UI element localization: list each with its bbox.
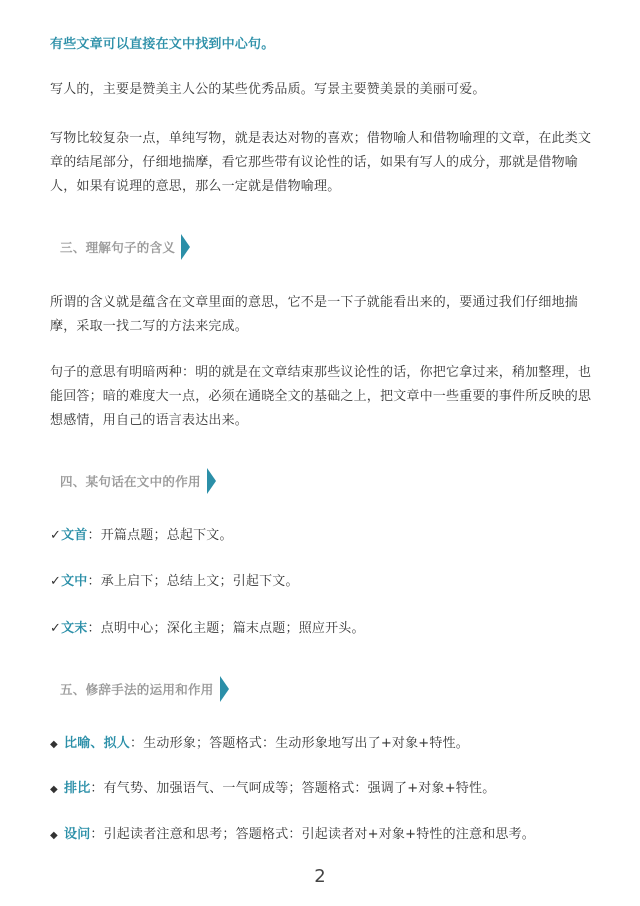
diamond-bullet-icon: ◆ [50, 830, 58, 841]
section-heading-4 [50, 466, 216, 496]
list-item: ✓文中：承上启下；总结上文；引起下文。 [50, 574, 299, 589]
paragraph-4: 句子的意思有明暗两种：明的就是在文章结束那些议论性的话，你把它拿过来，稍加整理，也能回答；暗的难度大一点，必须在通晓全文的基础之上，把文章中一些重要的事件所反映的思想感情，用自己的语言表达出来。 [50, 365, 592, 428]
section-5-label: 五、修辞手法的运用和作用 [60, 682, 214, 697]
list-item: ◆ 比喻、拟人：生动形象；答题格式：生动形象地写出了+对象+特性。 [50, 732, 595, 757]
list-item: ◆ 排比：有气势、加强语气、一气呵成等；答题格式：强调了+对象+特性。 [50, 777, 595, 802]
paragraph-3: 所谓的含义就是蕴含在文章里面的意思，它不是一下子就能看出来的，要通过我们仔细地揣摩，采取一找二写的方法来完成。 [50, 295, 579, 334]
section-heading-3 [50, 232, 190, 262]
chevron-right-icon [207, 468, 216, 494]
section-4-label: 四、某句话在文中的作用 [60, 474, 201, 489]
intro-heading: 有些文章可以直接在文中找到中心句。 [50, 37, 275, 52]
page-number: 2 [314, 866, 326, 887]
section-3-label: 三、理解句子的含义 [60, 240, 176, 255]
chevron-right-icon [220, 676, 229, 702]
chevron-right-icon [181, 234, 190, 260]
list-item: ✓文首：开篇点题；总起下文。 [50, 528, 233, 543]
check-icon: ✓ [50, 528, 62, 543]
diamond-bullet-icon: ◆ [50, 784, 58, 795]
check-icon: ✓ [50, 621, 62, 636]
paragraph-2: 写物比较复杂一点，单纯写物，就是表达对物的喜欢；借物喻人和借物喻理的文章，在此类文章的结尾部分，仔细地揣摩，看它那些带有议论性的话，如果有写人的成分，那就是借物喻人，如果有说理的意思，那么一定就是借物喻理。 [50, 131, 592, 194]
section-heading-5 [50, 674, 229, 704]
diamond-bullet-icon: ◆ [50, 739, 58, 750]
paragraph-1: 写人的，主要是赞美主人公的某些优秀品质。写景主要赞美景的美丽可爱。 [50, 82, 486, 97]
list-item: ◆ 设问：引起读者注意和思考；答题格式：引起读者对+对象+特性的注意和思考。 [50, 823, 595, 848]
list-item: ✓文末：点明中心；深化主题；篇末点题；照应开头。 [50, 621, 365, 636]
check-icon: ✓ [50, 574, 62, 589]
